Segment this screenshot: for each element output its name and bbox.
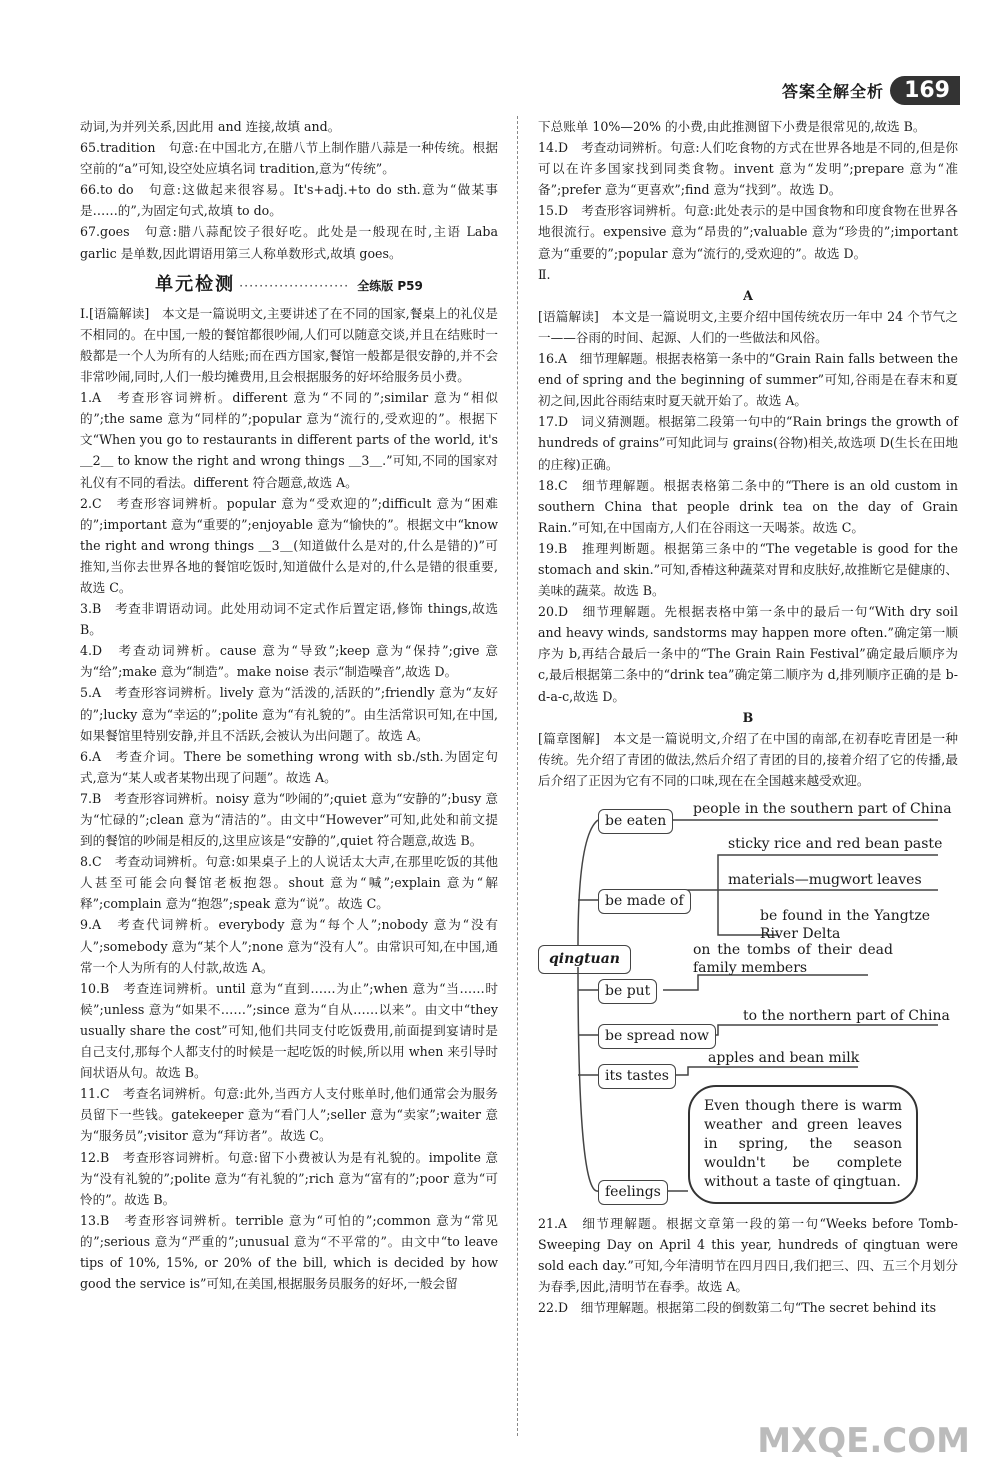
branch-text: apples and bean milk	[708, 1050, 860, 1066]
branch-text: to the northern part of China	[743, 1008, 950, 1024]
watermark-logo: MXQE.COM	[757, 1421, 970, 1461]
branch-text: people in the southern part of China	[693, 801, 952, 817]
answer-paragraph: Ⅰ.[语篇解读] 本文是一篇说明文,主要讲述了在不同的国家,餐桌上的礼仪是不相同的。在中国,一般的餐馆都很吵闹,人们可以随意交谈,并且在结账时一般都是一个人为所有的人结账;而在西方国家,餐馆一般都是很安静的,并不会非常吵闹,同时,人们一般均摊费用,且会根据服务的好坏给服务员小费。	[80, 305, 498, 385]
answer-paragraph: 66.to do 句意:这做起来很容易。It's+adj.+to do sth.意为“做某事是……的”,为固定句式,故填 to do。	[80, 182, 498, 219]
page-number: 169	[890, 76, 960, 105]
branch-its-tastes: its tastes	[598, 1064, 676, 1089]
section-heading	[80, 274, 498, 297]
answer-paragraph: [语篇解读] 本文是一篇说明文,主要介绍中国传统农历一年中 24 个节气之一——谷雨的时间、起源、人们的一些做法和风俗。	[538, 308, 958, 345]
header-title: 答案全解全析	[782, 81, 885, 101]
answer-paragraph: 17.D 词义猜测题。根据第二段第一句中的“Rain brings the growth of hundreds of grains”可知此词与 grains(谷物)相关,故选项 D(生长在田地的庄稼)正确。	[538, 414, 958, 472]
answer-paragraph: 12.B 考查形容词辨析。句意:留下小费被认为是有礼貌的。impolite 意为“没有礼貌的”;polite 意为“有礼貌的”;rich 意为“富有的”;poor 意为“可怜的”。故选 B。	[80, 1149, 498, 1207]
answer-paragraph: 21.A 细节理解题。根据文章第一段的第一句“Weeks before Tomb-Sweeping Day on April 4 this year, hundreds of qingtuan were sold each day.”可知,今年清明节在四月四日,我们把三、四、五三个月划分为春季,因此,清明节在春季。故选 A。	[538, 1216, 958, 1295]
section-reference: 全练版 P59	[357, 278, 423, 293]
section-title: 单元检测	[155, 273, 236, 295]
branch-text: be found in the Yangtze River Delta	[760, 908, 930, 942]
answer-paragraph: 19.B 推理判断题。根据第三条中的“The vegetable is good for the stomach and skin.”可知,香椿这种蔬菜对胃和皮肤好,故推断它是健康的、美味的蔬菜。故选 B。	[538, 540, 958, 599]
answer-paragraph: 2.C 考查形容词辨析。popular 意为“受欢迎的”;difficult 意为“困难的”;important 意为“重要的”;enjoyable 意为“愉快的”。根据文中“know the right and wrong things ＿3＿(知道做什么是对的,什么是错的)”可推知,当你去世界各地的餐馆吃饭时,知道做什么是对的,什么是错的很重要,故选 C。	[80, 495, 498, 595]
mind-map	[538, 795, 958, 1207]
right-column	[538, 116, 958, 1318]
column-divider	[517, 116, 518, 1436]
answer-paragraph: 18.C 细节理解题。根据表格第二条中的“There is an old custom in southern China that people drink tea on the day of Grain Rain.”可知,在中国南方,人们在谷雨这一天喝茶。故选 C。	[538, 477, 958, 535]
part-label: Ⅱ.	[538, 266, 551, 282]
answer-paragraph: 20.D 细节理解题。先根据表格中第一条中的最后一句“With dry soil and heavy winds, sandstorms may happen more often.”确定第一顺序为 b,再结合最后一条中的“The Grain Rain Festival”确定最后顺序为 c,最后根据第二条中的“drink tea”确定第二顺序为 d,排列顺序正确的是 b-d-a-c,故选 D。	[538, 604, 958, 704]
section-dots: ······················	[239, 277, 350, 293]
branch-be-eaten: be eaten	[598, 809, 673, 834]
answer-paragraph: 14.D 考查动词辨析。句意:人们吃食物的方式在世界各地是不同的,但是你可以在许多国家找到同类食物。invent 意为“发明”;prepare 意为“准备”;prefer 意为“更喜欢”;find 意为“找到”。故选 D。	[538, 140, 958, 198]
feelings-bubble: Even though there is warm weather and green leaves in spring, the season wouldn't be complete without a taste of qingtuan.	[688, 1085, 918, 1204]
answer-paragraph: 3.B 考查非谓语动词。此处用动词不定式作后置定语,修饰 things,故选 B。	[80, 601, 498, 638]
answer-paragraph: [篇章图解] 本文是一篇说明文,介绍了在中国的南部,在初春吃青团是一种传统。先介绍了青团的做法,然后介绍了青团的目的,接着介绍了它的传播,最后介绍了正因为它有不同的口味,现在在全国越来越受欢迎。	[538, 730, 958, 788]
answer-paragraph: 13.B 考查形容词辨析。terrible 意为“可怕的”;common 意为“常见的”;serious 意为“严重的”;unusual 意为“不平常的”。由文中“to leave tips of 10%, 15%, or 20% of the bill, which is decided by how good the service is”可知,在美国,根据服务员服务的好坏,一般会留	[80, 1212, 498, 1292]
answer-paragraph: 22.D 细节理解题。根据第二段的倒数第二句“The secret behind its	[538, 1300, 937, 1316]
answer-paragraph: 下总账单 10%—20% 的小费,由此推测留下小费是很常见的,故选 B。	[538, 119, 926, 134]
branch-feelings: feelings	[598, 1180, 668, 1205]
answer-paragraph: 5.A 考查形容词辨析。lively 意为“活泼的,活跃的”;friendly 意为“友好的”;lucky 意为“幸运的”;polite 意为“有礼貌的”。由生活常识可知,在中国,如果餐馆里特别安静,并且不活跃,会被认为出问题了。故选 A。	[80, 685, 498, 743]
answer-paragraph: 65.tradition 句意:在中国北方,在腊八节上制作腊八蒜是一种传统。根据空前的“a”可知,设空处应填名词 tradition,意为“传统”。	[80, 140, 498, 177]
page-header	[782, 72, 960, 108]
passage-label-a: A	[743, 287, 753, 303]
branch-be-made-of: be made of	[598, 889, 691, 914]
branch-text: sticky rice and red bean paste	[728, 836, 943, 852]
answer-paragraph: 动词,为并列关系,因此用 and 连接,故填 and。	[80, 119, 341, 134]
answer-paragraph: 10.B 考查连词辨析。until 意为“直到……为止”;when 意为“当……时候”;unless 意为“如果不……”;since 意为“自从……以来”。由文中“they usually share the cost”可知,他们共同支付吃饭费用,前面提到宴请时是自己支付,那每个人都支付的时候是一起吃饭的时候,所以用 when 来引导时间状语从句。故选 B。	[80, 980, 498, 1081]
branch-text: materials—mugwort leaves	[728, 872, 922, 888]
mind-map-root: qingtuan	[538, 945, 631, 974]
branch-be-put: be put	[598, 979, 657, 1004]
left-column	[80, 116, 498, 1294]
answer-paragraph: 16.A 细节理解题。根据表格第一条中的“Grain Rain falls between the end of spring and the beginning of summer”可知,谷雨是在春末和夏初之间,因此谷雨结束时夏天就开始了。故选 A。	[538, 351, 958, 409]
answer-paragraph: 11.C 考查名词辨析。句意:此外,当西方人支付账单时,他们通常会为服务员留下一些钱。gatekeeper 意为“看门人”;seller 意为“卖家”;waiter 意为“服务员”;visitor 意为“拜访者”。故选 C。	[80, 1086, 498, 1144]
passage-label-b: B	[742, 709, 754, 725]
answer-paragraph: 7.B 考查形容词辨析。noisy 意为“吵闹的”;quiet 意为“安静的”;busy 意为“忙碌的”;clean 意为“清洁的”。由文中“However”可知,此处和前文提到的餐馆的吵闹是相反的,这里应该是“安静的”,quiet 符合题意,故选 B。	[80, 790, 498, 849]
answer-paragraph: 1.A 考查形容词辨析。different 意为“不同的”;similar 意为“相似的”;the same 意为“同样的”;popular 意为“流行的,受欢迎的”。根据下文“When you go to restaurants in different parts of the world, it's ＿2＿ to know the right and wrong things ＿3＿.”可知,不同的国家对礼仪有不同的看法。different 符合题意,故选 A。	[80, 390, 498, 490]
answer-paragraph: 8.C 考查动词辨析。句意:如果桌子上的人说话太大声,在那里吃饭的其他人甚至可能会向餐馆老板抱怨。shout 意为“喊”;explain 意为“解释”;complain 意为“抱怨”;speak 意为“说”。故选 C。	[80, 854, 498, 912]
branch-text: on the tombs of their dead family members	[693, 942, 893, 976]
answer-paragraph: 6.A 考查介词。There be something wrong with sb./sth.为固定句式,意为“某人或者某物出现了问题”。故选 A。	[80, 748, 498, 785]
branch-be-spread-now: be spread now	[598, 1024, 716, 1049]
answer-paragraph: 4.D 考查动词辨析。cause 意为“导致”;keep 意为“保持”;give 意为“给”;make 意为“制造”。make noise 表示“制造噪音”,故选 D。	[80, 643, 498, 680]
answer-paragraph: 9.A 考查代词辨析。everybody 意为“每个人”;nobody 意为“没有人”;somebody 意为“某个人”;none 意为“没有人”。由常识可知,在中国,通常一个人为所有的人付款,故选 A。	[80, 917, 498, 975]
answer-paragraph: 67.goes 句意:腊八蒜配饺子很好吃。此处是一般现在时,主语 Laba garlic 是单数,因此谓语用第三人称单数形式,故填 goes。	[80, 224, 498, 261]
answer-paragraph: 15.D 考查形容词辨析。句意:此处表示的是中国食物和印度食物在世界各地很流行。expensive 意为“昂贵的”;valuable 意为“珍贵的”;important 意为“重要的”;popular 意为“流行的,受欢迎的”。故选 D。	[538, 203, 958, 261]
